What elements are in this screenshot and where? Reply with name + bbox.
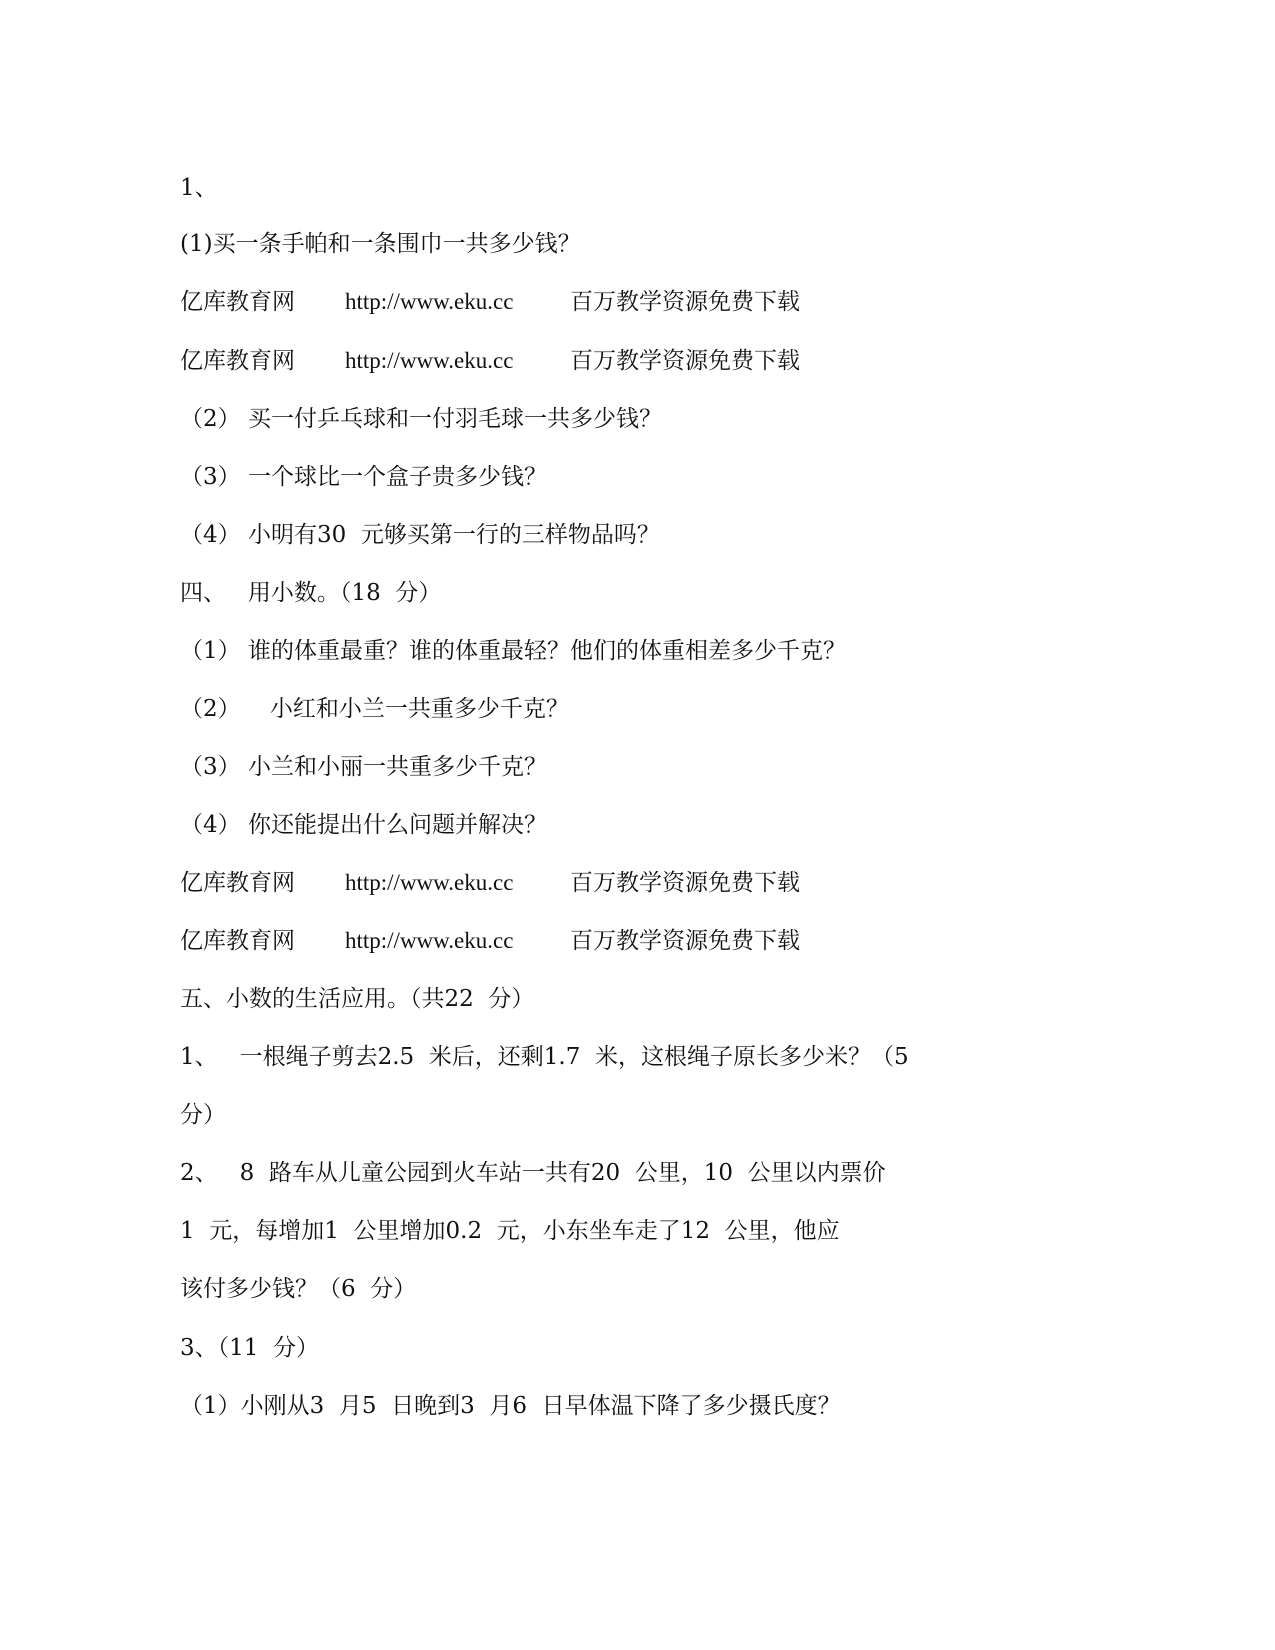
watermark-slogan: 百万教学资源免费下载: [570, 928, 800, 954]
watermark-site: 亿库教育网: [180, 870, 295, 896]
question-number: 1、: [180, 175, 218, 201]
question-line: 1、 一根绳子剪去2.5 米后，还剩1.7 米，这根绳子原长多少米？（5: [180, 1044, 909, 1070]
watermark-slogan: 百万教学资源免费下载: [570, 348, 800, 374]
question-line: 3、（11 分）: [180, 1335, 320, 1361]
question-line: 1 元，每增加1 公里增加0.2 元，小东坐车走了12 公里，他应: [180, 1218, 840, 1244]
section-heading: 四、 用小数。（18 分）: [180, 580, 442, 606]
watermark-line: [180, 926, 880, 956]
watermark-url[interactable]: http://www.eku.cc: [345, 348, 514, 373]
question-line: （2） 买一付乒乓球和一付羽毛球一共多少钱？: [180, 406, 662, 432]
watermark-slogan: 百万教学资源免费下载: [570, 289, 800, 315]
question-line: （4） 小明有30 元够买第一行的三样物品吗？: [180, 522, 660, 548]
watermark-line: [180, 346, 880, 376]
watermark-slogan: 百万教学资源免费下载: [570, 870, 800, 896]
question-line: （3） 一个球比一个盒子贵多少钱？: [180, 464, 547, 490]
question-line: （3） 小兰和小丽一共重多少千克？: [180, 754, 547, 780]
section-heading: 五、小数的生活应用。（共22 分）: [180, 986, 535, 1012]
question-line: （1） 谁的体重最重？谁的体重最轻？他们的体重相差多少千克？: [180, 638, 846, 664]
watermark-line: [180, 868, 880, 898]
question-line: 2、 8 路车从儿童公园到火车站一共有20 公里，10 公里以内票价: [180, 1160, 886, 1186]
watermark-url[interactable]: http://www.eku.cc: [345, 870, 514, 895]
question-line: （1）小刚从3 月5 日晚到3 月6 日早体温下降了多少摄氏度？: [180, 1393, 841, 1419]
watermark-line: [180, 287, 880, 317]
watermark-site: 亿库教育网: [180, 928, 295, 954]
question-line: 该付多少钱？（6 分）: [180, 1276, 417, 1302]
watermark-url[interactable]: http://www.eku.cc: [345, 928, 514, 953]
question-line: （4） 你还能提出什么问题并解决？: [180, 812, 547, 838]
question-line: (1)买一条手帕和一条围巾一共多少钱？: [180, 231, 581, 257]
watermark-url[interactable]: http://www.eku.cc: [345, 289, 514, 314]
question-line: （2） 小红和小兰一共重多少千克？: [180, 696, 569, 722]
watermark-site: 亿库教育网: [180, 348, 295, 374]
watermark-site: 亿库教育网: [180, 289, 295, 315]
question-line: 分）: [180, 1102, 226, 1128]
